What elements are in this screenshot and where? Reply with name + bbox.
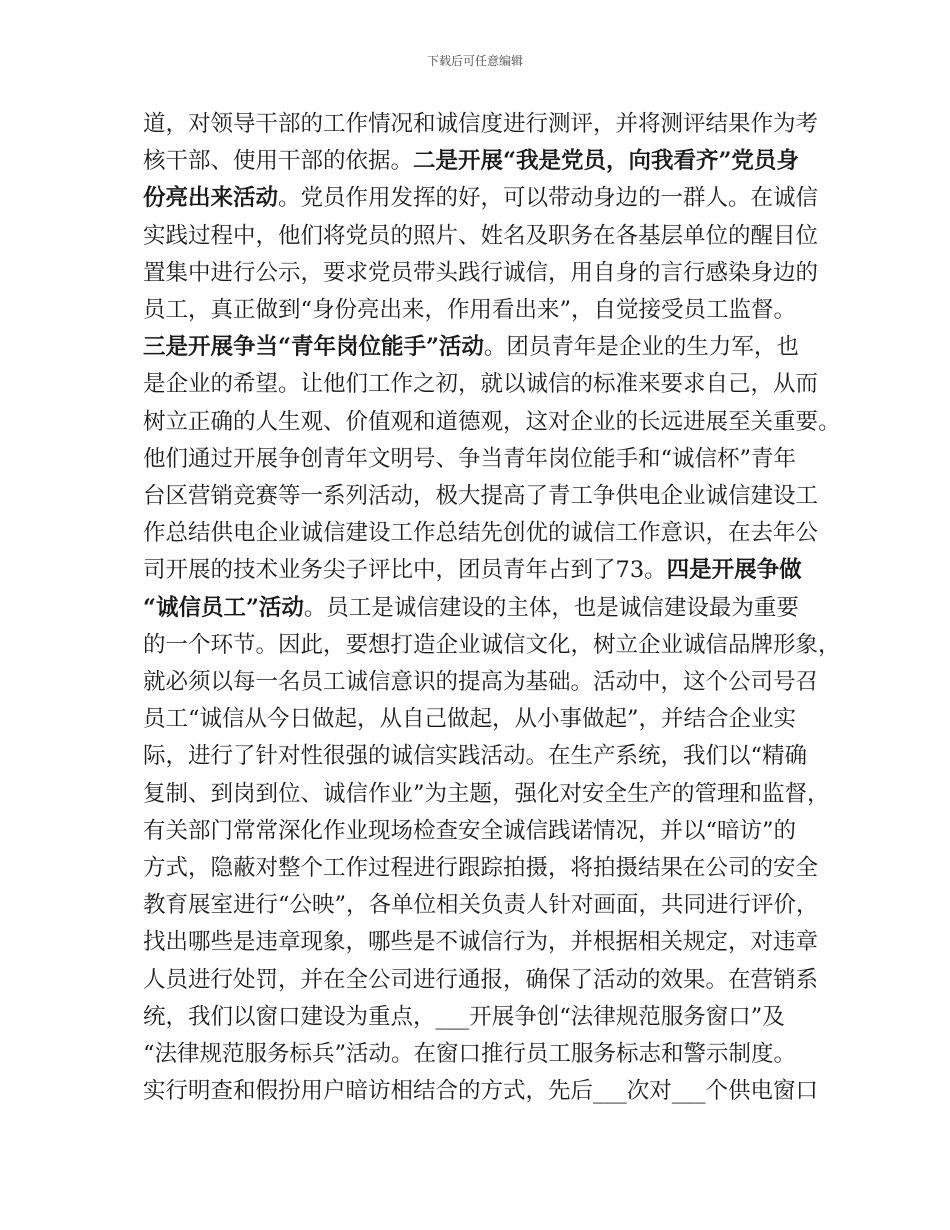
text-line xyxy=(143,441,843,478)
text-line xyxy=(143,776,843,813)
text-run: 是企业的希望。让他们工作之初，就以诚信的标准来要求自己，从而 xyxy=(143,371,819,398)
text-line xyxy=(143,813,843,850)
text-run: 作总结供电企业诚信建设工作总结先创优的诚信工作意识，在去年公 xyxy=(143,520,819,547)
text-run: 实行明查和假扮用户暗访相结合的方式，先后___次对___个供电窗口 xyxy=(143,1078,819,1105)
text-line xyxy=(143,218,843,255)
text-line xyxy=(143,106,843,143)
text-run: 核干部、使用干部的依据。 xyxy=(143,148,414,175)
text-line xyxy=(143,999,843,1036)
text-run: 实践过程中，他们将党员的照片、姓名及职务在各基层单位的醒目位 xyxy=(143,222,819,249)
text-run: 员工“诚信从今日做起，从自己做起，从小事做起”，并结合企业实 xyxy=(143,706,797,733)
text-line xyxy=(143,627,843,664)
bold-text-run: 三是开展争当“青年岗位能手”活动 xyxy=(143,334,484,361)
text-line xyxy=(143,292,843,329)
text-line xyxy=(143,143,843,180)
text-run: 统，我们以窗口建设为重点，___开展争创“法律规范服务窗口”及 xyxy=(143,1003,785,1030)
text-line xyxy=(143,887,843,924)
text-run: 道，对领导干部的工作情况和诚信度进行测评，并将测评结果作为考 xyxy=(143,111,819,137)
text-run: 有关部门常常深化作业现场检查安全诚信践诺情况，并以“暗访”的 xyxy=(143,817,797,844)
bold-text-run: 二是开展“我是党员，向我看齐”党员身 xyxy=(413,148,799,175)
text-run: 。员工是诚信建设的主体，也是诚信建设最为重要 xyxy=(303,594,799,621)
text-line xyxy=(143,924,843,961)
text-run: 际，进行了针对性很强的诚信实践活动。在生产系统，我们以“精确 xyxy=(143,743,808,770)
text-run: 的一个环节。因此，要想打造企业诚信文化，树立企业诚信品牌形象， xyxy=(143,631,841,658)
text-line xyxy=(143,329,843,366)
text-line xyxy=(143,1036,843,1073)
text-line xyxy=(143,478,843,515)
text-run: 台区营销竞赛等一系列活动，极大提高了青工争供电企业诚信建设工 xyxy=(143,483,819,510)
bold-text-run: “诚信员工”活动 xyxy=(143,594,304,621)
page-header: 下载后可任意编辑 xyxy=(426,54,523,68)
text-run: 教育展室进行“公映”，各单位相关负责人针对画面，共同进行评价， xyxy=(143,892,819,919)
text-line xyxy=(143,738,843,775)
text-run: 复制、到岗到位、诚信作业”为主题，强化对安全生产的管理和监督， xyxy=(143,780,830,807)
text-run: 方式，隐蔽对整个工作过程进行跟踪拍摄，将拍摄结果在公司的安全 xyxy=(143,855,819,882)
text-run: 。团员青年是企业的生力军，也 xyxy=(483,334,799,361)
text-line xyxy=(143,1073,843,1110)
text-line xyxy=(143,962,843,999)
text-run: “法律规范服务标兵”活动。在窗口推行员工服务标志和警示制度。 xyxy=(143,1041,797,1068)
text-run: 人员进行处罚，并在全公司进行通报，确保了活动的效果。在营销系 xyxy=(143,966,819,993)
text-line xyxy=(143,180,843,217)
text-line xyxy=(143,404,843,441)
text-line xyxy=(143,515,843,552)
text-run: 员工，真正做到“身份亮出来，作用看出来”，自觉接受员工监督。 xyxy=(143,297,797,324)
bold-text-run: 四是开展争做 xyxy=(666,557,802,584)
text-run: 树立正确的人生观、价值观和道德观，这对企业的长远进展至关重要。 xyxy=(143,408,841,435)
text-line xyxy=(143,664,843,701)
bold-text-run: 份亮出来活动 xyxy=(143,185,279,212)
text-line xyxy=(143,366,843,403)
text-line xyxy=(143,255,843,292)
text-run: 司开展的技术业务尖子评比中，团员青年占到了73。 xyxy=(143,557,667,584)
document-body xyxy=(143,106,843,1110)
text-run: 置集中进行公示，要求党员带头践行诚信，用自身的言行感染身边的 xyxy=(143,259,819,286)
text-run: 找出哪些是违章现象，哪些是不诚信行为，并根据相关规定，对违章 xyxy=(143,929,819,956)
text-line xyxy=(143,850,843,887)
text-run: 。党员作用发挥的好，可以带动身边的一群人。在诚信 xyxy=(278,185,819,212)
text-run: 就必须以每一名员工诚信意识的提高为基础。活动中，这个公司号召 xyxy=(143,669,819,696)
text-line xyxy=(143,590,843,627)
text-run: 他们通过开展争创青年文明号、争当青年岗位能手和“诚信杯”青年 xyxy=(143,445,797,472)
text-line xyxy=(143,701,843,738)
text-line xyxy=(143,552,843,589)
